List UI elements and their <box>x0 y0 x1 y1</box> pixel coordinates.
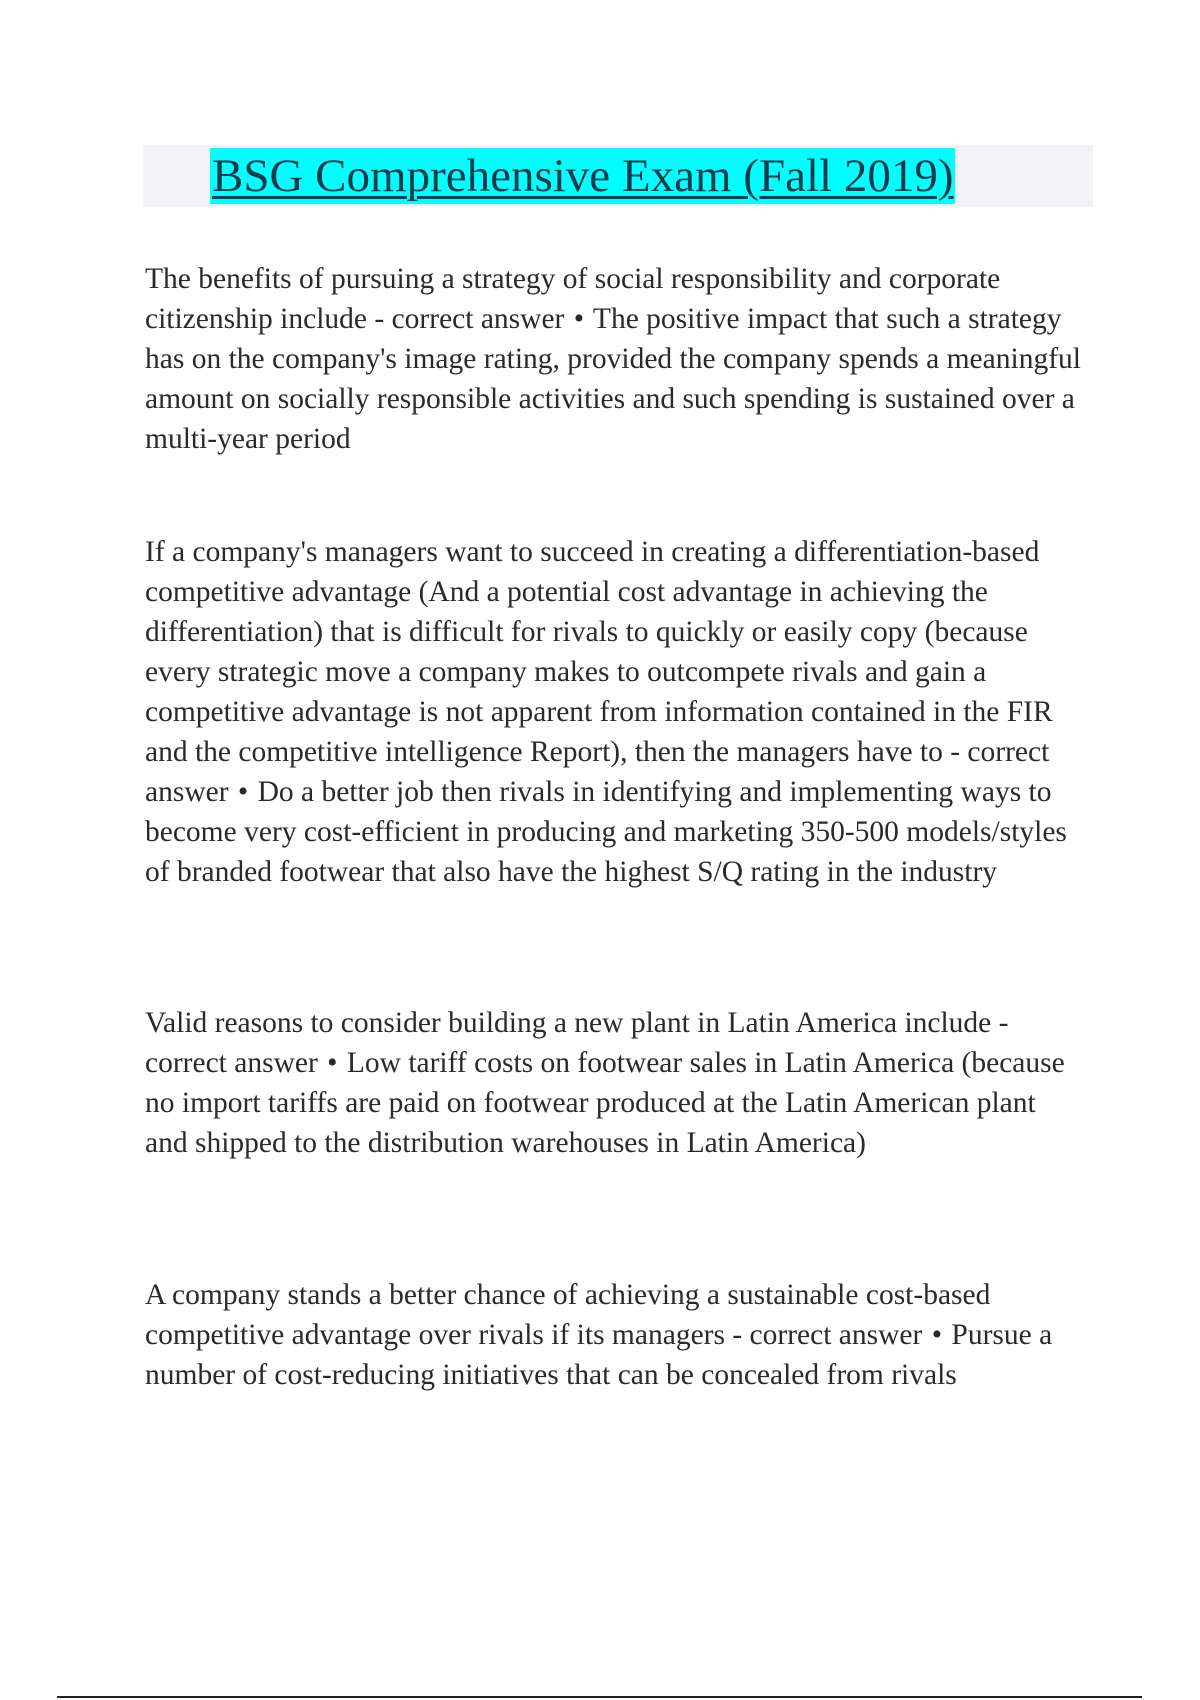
question-text: Valid reasons to consider building a new plant in Latin America include - correct answer <box>145 1007 1009 1079</box>
qa-item <box>145 1003 1085 1163</box>
answer-text: Low tariff costs on footwear sales in Latin America (because no import tariffs are paid on footwear produced at the Latin American plant and shipped to the distribution warehouses in Latin America) <box>145 1047 1065 1159</box>
answer-text: The positive impact that such a strategy has on the company's image rating, provided the company spends a meaningful amount on socially responsible activities and such spending is sustained over a multi-year period <box>145 303 1081 455</box>
qa-item <box>145 259 1085 459</box>
bullet-icon: • <box>327 1047 338 1079</box>
question-text: If a company's managers want to succeed in creating a differentiation-based competitive advantage (And a potential cost advantage in achieving the differentiation) that is difficult for rivals to quickly or easily copy (because every strategic move a company makes to outcompete rivals and gain a competitive advantage is not apparent from information contained in the FIR and the competitive intelligence Report), then the managers have to - correct answer <box>145 536 1053 808</box>
question-text: The benefits of pursuing a strategy of social responsibility and corporate citizenship include - correct answer <box>145 263 1001 335</box>
qa-item <box>145 532 1085 892</box>
question-text: A company stands a better chance of achieving a sustainable cost-based competitive advantage over rivals if its managers - correct answer <box>145 1279 991 1351</box>
answer-text: Do a better job then rivals in identifying and implementing ways to become very cost-efficient in producing and marketing 350-500 models/styles of branded footwear that also have the highest S/Q rating in the industry <box>145 776 1067 888</box>
bullet-icon: • <box>931 1319 943 1351</box>
bullet-icon: • <box>237 776 249 808</box>
qa-item <box>145 1275 1085 1395</box>
bullet-icon: • <box>573 303 585 335</box>
answer-text: Pursue a number of cost-reducing initiatives that can be concealed from rivals <box>145 1319 1053 1391</box>
document-title: BSG Comprehensive Exam (Fall 2019) <box>212 150 954 202</box>
footer-divider <box>57 1696 1142 1698</box>
